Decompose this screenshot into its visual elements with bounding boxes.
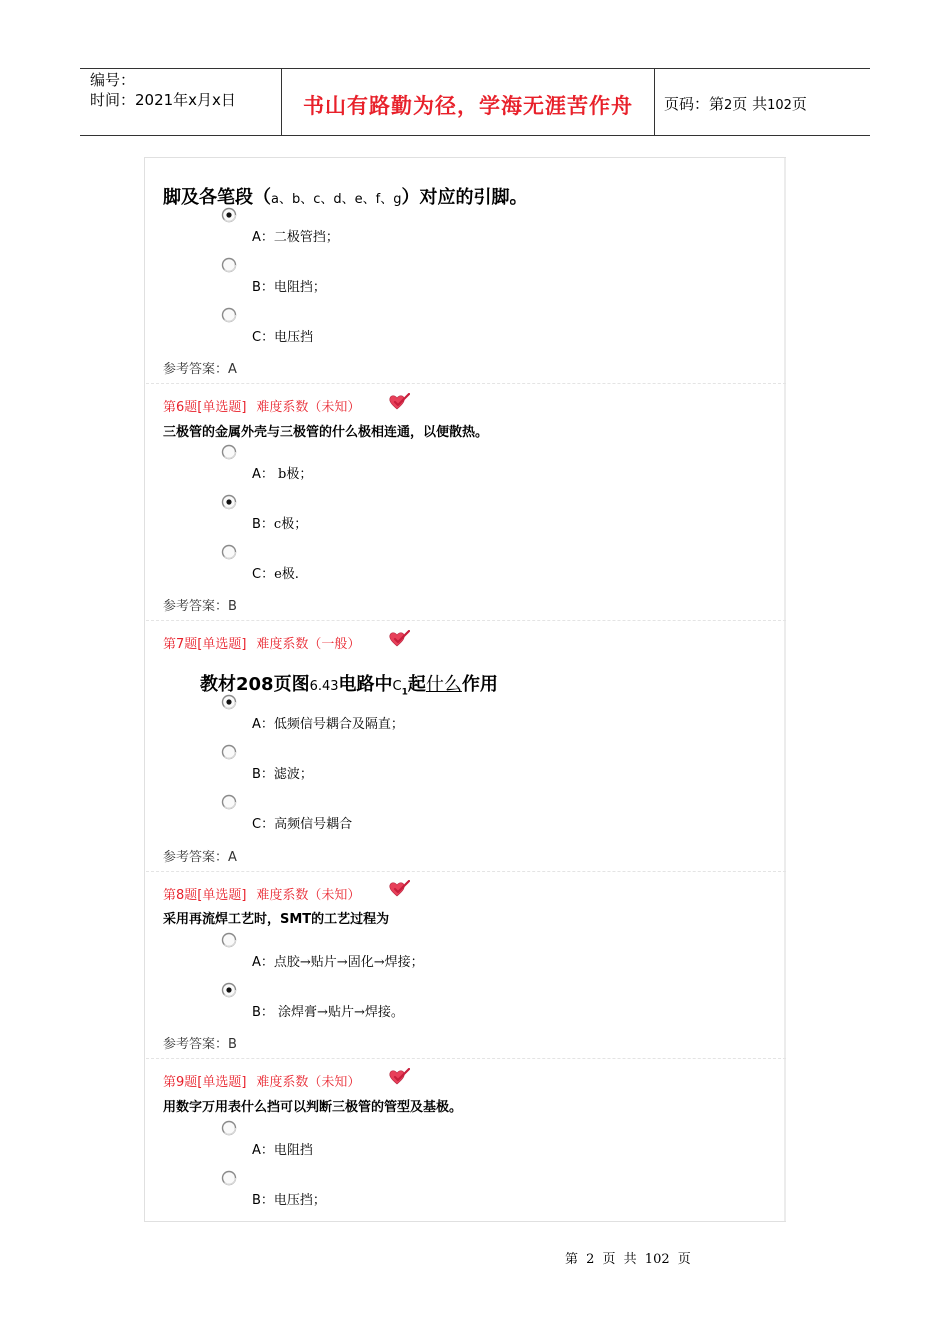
question-number: 第8题[单选题] (163, 888, 247, 903)
answer-value: B (228, 1037, 237, 1052)
radio-unselected-icon[interactable] (221, 794, 237, 810)
q6-answer (163, 595, 237, 614)
q7-option-c (252, 813, 352, 832)
option-key: C： (252, 567, 275, 582)
answer-value: A (228, 362, 237, 377)
page-mid: 页 共 (732, 95, 768, 113)
option-text: b极； (273, 467, 313, 482)
q6-option-a (252, 463, 312, 482)
q5-answer (163, 358, 237, 377)
time-label: 时间：2021年x月x日 (90, 91, 236, 109)
radio-unselected-icon[interactable] (221, 307, 237, 323)
question-5-text (163, 183, 527, 209)
panel-shadow (784, 158, 786, 1221)
option-key: A： (252, 717, 274, 732)
q8-option-b (252, 1001, 404, 1020)
answer-label: 参考答案： (163, 850, 229, 865)
question-7-text (200, 670, 498, 698)
header-top-rule (80, 68, 870, 69)
option-key: B： (252, 1005, 274, 1020)
header-bottom-rule (80, 135, 870, 136)
question-number: 第6题[单选题] (163, 400, 247, 415)
q7-option-b (252, 763, 313, 782)
question-5-letters: a、b、c、d、e、f、g (271, 192, 402, 207)
q6-option-b (252, 513, 307, 532)
header-page-info (664, 93, 807, 114)
q5-option-a (252, 226, 339, 245)
q7-capacitor-sub: 1 (401, 687, 408, 698)
answer-label: 参考答案： (163, 1037, 229, 1052)
option-key: A： (252, 955, 274, 970)
option-text: 点胶→贴片→固化→焊接； (273, 955, 424, 970)
serial-label: 编号： (90, 71, 136, 89)
option-key: C： (252, 817, 275, 832)
question-divider (146, 1058, 786, 1059)
answer-label: 参考答案： (163, 362, 229, 377)
option-text: c极； (273, 517, 308, 532)
header-meta (90, 70, 236, 110)
q9-option-a (252, 1139, 313, 1158)
q6-option-c (252, 563, 299, 582)
option-text: e极. (274, 567, 299, 582)
option-text: 涂焊膏→贴片→焊接。 (273, 1005, 404, 1020)
question-number: 第7题[单选题] (163, 637, 247, 652)
heart-check-icon (388, 393, 410, 411)
radio-selected-icon[interactable] (221, 494, 237, 510)
option-text: 二极管挡； (273, 230, 339, 245)
option-key: A： (252, 230, 274, 245)
q5-option-b (252, 276, 326, 295)
radio-selected-icon[interactable] (221, 694, 237, 710)
question-5-text-b: ）对应的引脚。 (401, 187, 528, 208)
radio-unselected-icon[interactable] (221, 257, 237, 273)
q7-text-d: 起 (407, 674, 426, 695)
option-text: 电阻挡 (273, 1143, 313, 1158)
q7-underlined: 什么 (425, 674, 462, 695)
question-5-text-a: 脚及各笔段（ (163, 187, 271, 208)
q7-option-a (252, 713, 404, 732)
difficulty-label: 难度系数（未知） (256, 1075, 361, 1090)
option-key: B： (252, 280, 274, 295)
radio-unselected-icon[interactable] (221, 444, 237, 460)
page-total: 102 (767, 98, 792, 113)
radio-selected-icon[interactable] (221, 982, 237, 998)
q5-option-c (252, 326, 313, 345)
header-motto: 书山有路勤为径，学海无涯苦作舟 (303, 94, 633, 118)
radio-unselected-icon[interactable] (221, 1170, 237, 1186)
question-6-header (163, 396, 360, 415)
q8-option-a (252, 951, 424, 970)
option-text: 滤波； (273, 767, 313, 782)
question-8-header (163, 884, 360, 903)
heart-check-icon (388, 880, 410, 898)
option-key: A： (252, 467, 274, 482)
page-current: 2 (724, 98, 733, 113)
header-divider-right (654, 68, 655, 136)
heart-check-icon (388, 630, 410, 648)
question-6-text: 三极管的金属外壳与三极管的什么极相连通，以便散热。 (163, 425, 489, 440)
radio-unselected-icon[interactable] (221, 544, 237, 560)
answer-value: A (228, 850, 237, 865)
radio-unselected-icon[interactable] (221, 744, 237, 760)
question-number: 第9题[单选题] (163, 1075, 247, 1090)
q7-text-b: 电路中 (338, 674, 393, 695)
answer-value: B (228, 599, 237, 614)
page-suffix: 页 (791, 95, 807, 113)
q9-option-b (252, 1189, 326, 1208)
heart-check-icon (388, 1068, 410, 1086)
question-divider (146, 620, 786, 621)
question-7-header (163, 633, 360, 652)
question-divider (146, 871, 786, 872)
page-footer: 第 2 页 共 102 页 (565, 1252, 691, 1267)
question-8-text: 采用再流焊工艺时，SMT的工艺过程为 (163, 912, 390, 927)
option-text: 电阻挡； (273, 280, 326, 295)
radio-unselected-icon[interactable] (221, 932, 237, 948)
difficulty-label: 难度系数（未知） (256, 888, 361, 903)
answer-label: 参考答案： (163, 599, 229, 614)
option-key: A： (252, 1143, 274, 1158)
option-key: B： (252, 767, 274, 782)
option-text: 电压挡 (274, 330, 314, 345)
q7-capacitor: C (392, 679, 402, 694)
radio-unselected-icon[interactable] (221, 1120, 237, 1136)
q7-figure-number: 6.43 (309, 679, 339, 694)
difficulty-label: 难度系数（一般） (256, 637, 361, 652)
option-key: C： (252, 330, 275, 345)
question-9-header (163, 1071, 360, 1090)
option-text: 电压挡； (273, 1193, 326, 1208)
q8-answer (163, 1033, 237, 1052)
q7-text-e: 作用 (461, 674, 498, 695)
option-key: B： (252, 517, 274, 532)
question-divider (146, 383, 786, 384)
difficulty-label: 难度系数（未知） (256, 400, 361, 415)
q7-text-a: 教材208页图 (200, 674, 310, 695)
radio-selected-icon[interactable] (221, 207, 237, 223)
question-9-text: 用数字万用表什么挡可以判断三极管的管型及基极。 (163, 1100, 463, 1115)
option-text: 低频信号耦合及隔直； (273, 717, 404, 732)
option-key: B： (252, 1193, 274, 1208)
option-text: 高频信号耦合 (274, 817, 353, 832)
q7-answer (163, 846, 237, 865)
page-prefix: 页码：第 (664, 95, 725, 113)
